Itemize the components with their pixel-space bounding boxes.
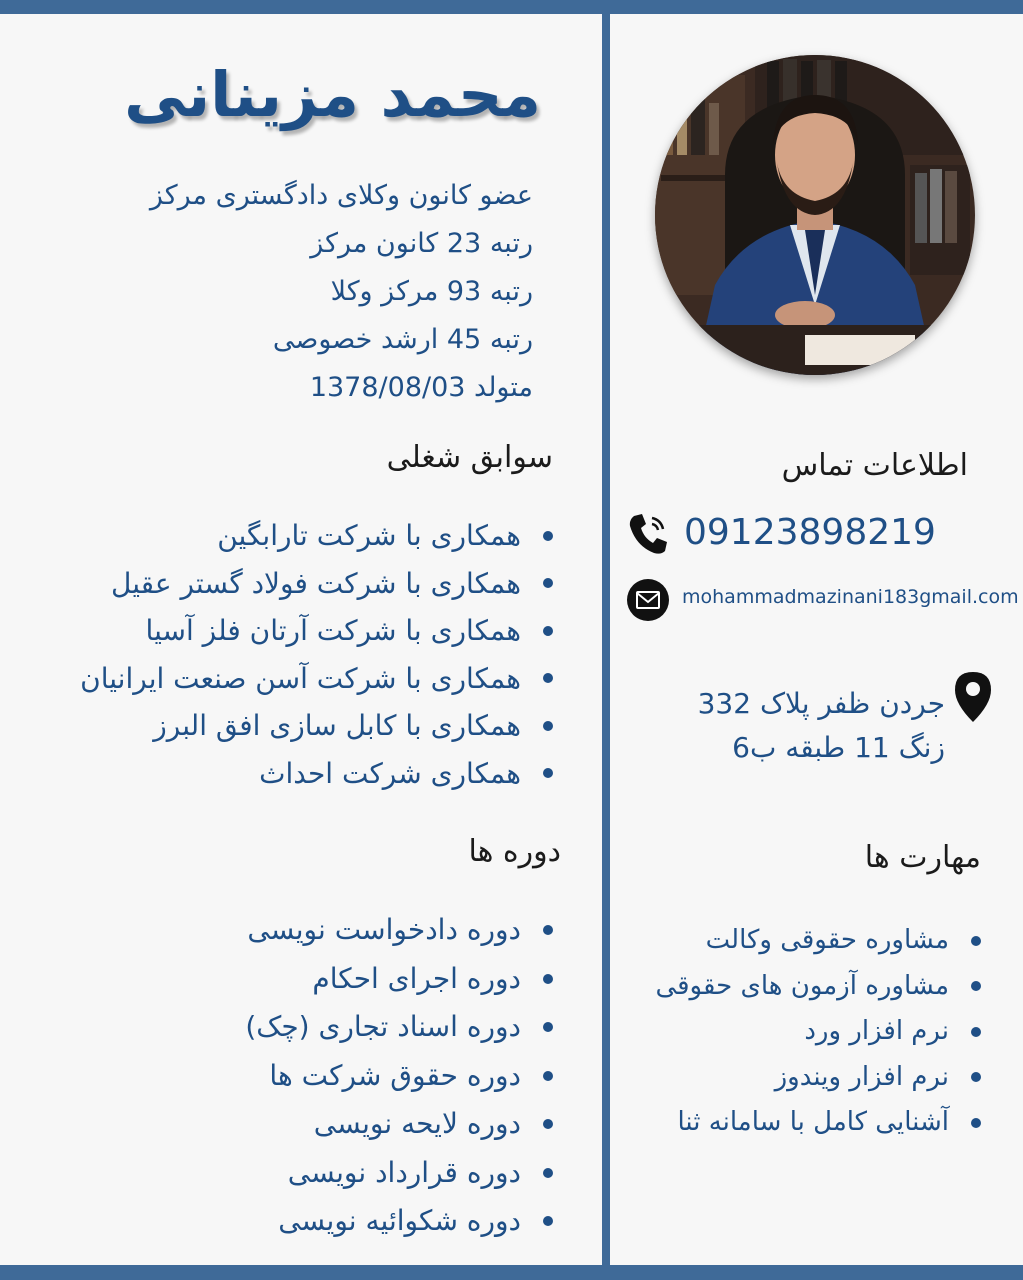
bullet xyxy=(543,974,553,984)
about-line: عضو کانون وکلای دادگستری مرکز xyxy=(149,180,533,211)
bullet xyxy=(543,1168,553,1178)
list-item xyxy=(80,702,521,750)
bullet xyxy=(971,936,981,946)
course-item: دوره شکوائیه نویسی xyxy=(278,1204,521,1237)
job-item: همکاری با کابل سازی افق البرز xyxy=(153,709,521,742)
list-item xyxy=(245,1052,521,1101)
jobs-list xyxy=(80,512,521,797)
list-item xyxy=(80,750,521,798)
skill-item: مشاوره آزمون های حقوقی xyxy=(655,970,949,1001)
address-block xyxy=(698,682,945,770)
skills-list xyxy=(655,918,949,1146)
course-item: دوره دادخواست نویسی xyxy=(247,913,521,946)
bullet xyxy=(971,1072,981,1082)
course-item: دوره لایحه نویسی xyxy=(313,1107,521,1140)
list-item xyxy=(655,1009,949,1055)
bullet xyxy=(543,1216,553,1226)
profile-photo xyxy=(655,55,975,375)
skill-item: نرم افزار ویندوز xyxy=(774,1061,949,1092)
bullet xyxy=(971,1118,981,1128)
list-item xyxy=(80,560,521,608)
job-item: همکاری با شرکت آسن صنعت ایرانیان xyxy=(80,661,521,695)
bullet xyxy=(971,1027,981,1037)
person-name: محمد مزینانی xyxy=(124,58,541,131)
list-item xyxy=(245,1100,521,1149)
bullet xyxy=(543,531,553,541)
list-item xyxy=(80,512,521,560)
list-item xyxy=(655,1100,949,1146)
location-pin-icon xyxy=(952,670,994,728)
course-item: دوره قرارداد نویسی xyxy=(287,1155,521,1189)
skill-item: نرم افزار ورد xyxy=(804,1016,949,1046)
address-line: زنگ 11 طبقه ب6 xyxy=(732,731,945,764)
list-item xyxy=(655,1055,949,1101)
list-item xyxy=(245,1149,521,1198)
bullet xyxy=(543,626,553,636)
courses-title: دوره ها xyxy=(468,834,561,869)
about-line: رتبه 45 ارشد خصوصی xyxy=(272,324,533,355)
bullet xyxy=(543,578,553,588)
job-item: همکاری با شرکت تارابگین xyxy=(217,519,521,552)
course-item: دوره حقوق شرکت ها xyxy=(269,1058,521,1092)
portrait-illustration xyxy=(655,55,975,375)
column-divider xyxy=(602,14,610,1265)
bullet xyxy=(971,981,981,991)
bullet xyxy=(543,1071,553,1081)
list-item xyxy=(245,1003,521,1052)
about-line: متولد 1378/08/03 xyxy=(309,372,533,403)
list-item xyxy=(245,1197,521,1246)
list-item xyxy=(655,918,949,964)
job-item: همکاری شرکت احداث xyxy=(259,756,521,790)
phone-icon xyxy=(628,512,670,560)
address-line: جردن ظفر پلاک 332 xyxy=(697,687,945,720)
job-item: همکاری با شرکت آرتان فلز آسیا xyxy=(145,614,521,647)
bullet xyxy=(543,721,553,731)
job-item: همکاری با شرکت فولاد گستر عقیل xyxy=(111,566,521,600)
list-item xyxy=(80,607,521,655)
bullet xyxy=(543,1022,553,1032)
skill-item: آشنایی کامل با سامانه ثنا xyxy=(677,1107,949,1137)
jobs-title: سوابق شغلی xyxy=(386,440,553,475)
top-border xyxy=(0,0,1023,14)
about-line: رتبه 93 مرکز وکلا xyxy=(330,276,533,307)
about-line: رتبه 23 کانون مرکز xyxy=(310,228,533,259)
phone-number[interactable]: 09123898219 xyxy=(684,512,936,553)
bullet xyxy=(543,673,553,683)
list-item xyxy=(80,655,521,703)
bottom-border xyxy=(0,1265,1023,1280)
mail-icon xyxy=(626,578,670,626)
courses-list xyxy=(245,906,521,1246)
bullet xyxy=(543,1119,553,1129)
email-address[interactable]: mohammadmazinani183gmail.com xyxy=(682,586,1019,608)
contact-title: اطلاعات تماس xyxy=(781,448,968,483)
course-item: دوره اسناد تجاری (چک) xyxy=(245,1010,521,1043)
skill-item: مشاوره حقوقی وکالت xyxy=(705,925,949,955)
list-item xyxy=(655,964,949,1010)
course-item: دوره اجرای احکام xyxy=(312,961,521,995)
list-item xyxy=(245,955,521,1004)
about-block xyxy=(150,172,533,412)
bullet xyxy=(543,768,553,778)
skills-title: مهارت ها xyxy=(864,840,981,875)
bullet xyxy=(543,925,553,935)
list-item xyxy=(245,906,521,955)
